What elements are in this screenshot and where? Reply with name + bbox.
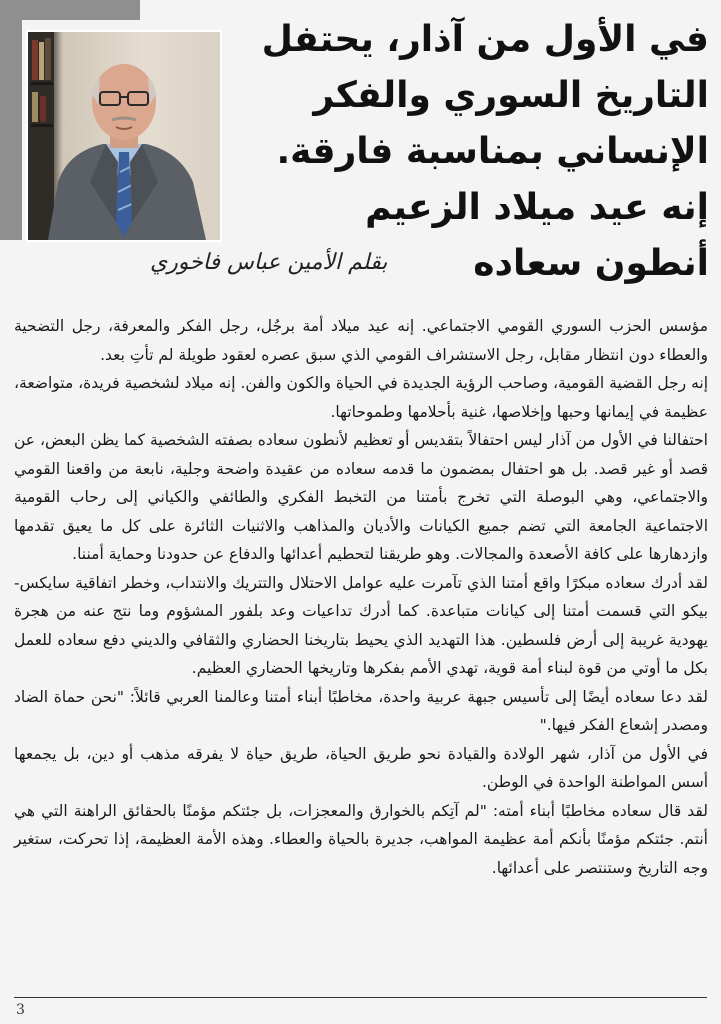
article-body xyxy=(14,312,708,882)
decorative-bar-left xyxy=(0,0,22,240)
footer-divider xyxy=(14,997,707,998)
article-paragraph: لقد دعا سعاده أيضًا إلى تأسيس جبهة عربية واحدة، مخاطبًا أبناء أمتنا وعالمنا العربي قائلاً: "نحن حماة الضاد ومصدر إشعاع الفكر فيها." xyxy=(14,687,708,734)
article-paragraph: مؤسس الحزب السوري القومي الاجتماعي. إنه عيد ميلاد أمة برجُل، رجل الفكر والمعرفة، رجل التضحية والعطاء دون انتظار مقابل، رجل الاستشراف القومي الذي سبق عصره لعقود طويلة لم تأتِ بعد. xyxy=(14,317,708,364)
article-paragraph: احتفالنا في الأول من آذار ليس احتفالاً بتقديس أو تعظيم لأنطون سعاده بصفته الشخصية كما يظن البعض، عن قصد أو غير قصد. بل هو احتفال بمضمون ما قدمه سعاده من عقيدة واضحة وجلية، نابعة من واقعنا القومي والاجتماعي، وهي البوصلة التي تخرج بأمتنا من التخبط الفكري والطائفي والكياني إلى رحاب القومية الاجتماعية الجامعة التي تضم جميع الكيانات والأديان والمذاهب والاثنيات الثائرة على كل ما يعيق تقدمها وازدهارها على كافة الأصعدة والمجالات. وهو طريقنا لتحطيم أعدائها والدفاع عن حدودنا وحماية أمننا. xyxy=(14,431,708,563)
headline-line-2: التاريخ السوري والفكر xyxy=(313,75,709,116)
headline-line-1: في الأول من آذار، يحتفل xyxy=(261,19,709,60)
headline-line-3: الإنساني بمناسبة فارقة. xyxy=(276,131,709,172)
author-byline: بقلم الأمين عباس فاخوري xyxy=(150,250,388,275)
page-number: 3 xyxy=(16,1002,25,1018)
author-photo xyxy=(26,30,222,242)
article-paragraph: في الأول من آذار، شهر الولادة والقيادة نحو طريق الحياة، طريق حياة لا يفرقه مذهب أو دين، بل يجمعها أسس المواطنة الواحدة في الوطن. xyxy=(14,744,708,791)
headline-line-4: إنه عيد ميلاد الزعيم xyxy=(365,187,709,228)
article-paragraph: إنه رجل القضية القومية، وصاحب الرؤية الجديدة في الحياة والكون والفن. إنه ميلاد لشخصية فريدة، متواضعة، عظيمة في إيمانها وحبها وإخلاصها، غنية بأحلامها وطموحاتها. xyxy=(14,374,708,421)
headline-line-5: أنطون سعاده xyxy=(473,243,709,284)
article-paragraph: لقد قال سعاده مخاطبًا أبناء أمته: "لم آتِكم بالخوارق والمعجزات، بل جئتكم مؤمنًا بالحقائق الراهنة التي هي أنتم. جئتكم مؤمنًا بأنكم أمة عظيمة المواهب، جديرة بالحياة والعطاء. وهذه الأمة العظيمة، إذا تحركت، ستغير وجه التاريخ وستنتصر على أعدائها. xyxy=(14,801,708,877)
article-paragraph: لقد أدرك سعاده مبكرًا واقع أمتنا الذي تآمرت عليه عوامل الاحتلال والتتريك والانتداب، وخطر اتفاقية سايكس-بيكو التي قسمت أمتنا إلى كيانات متباعدة. كما أدرك تداعيات وعد بلفور المشؤوم وما نتج عنه من هجرة يهودية غريبة إلى أرض فلسطين. هذا التهديد الذي يحيط بتاريخنا الحضاري والثقافي والديني دفع سعاده للعمل بكل ما أوتي من قوة لبناء أمة قوية، تهدي الأمم بفكرها وتاريخها الحضاري العظيم. xyxy=(14,573,708,677)
portrait-illustration xyxy=(28,32,220,240)
